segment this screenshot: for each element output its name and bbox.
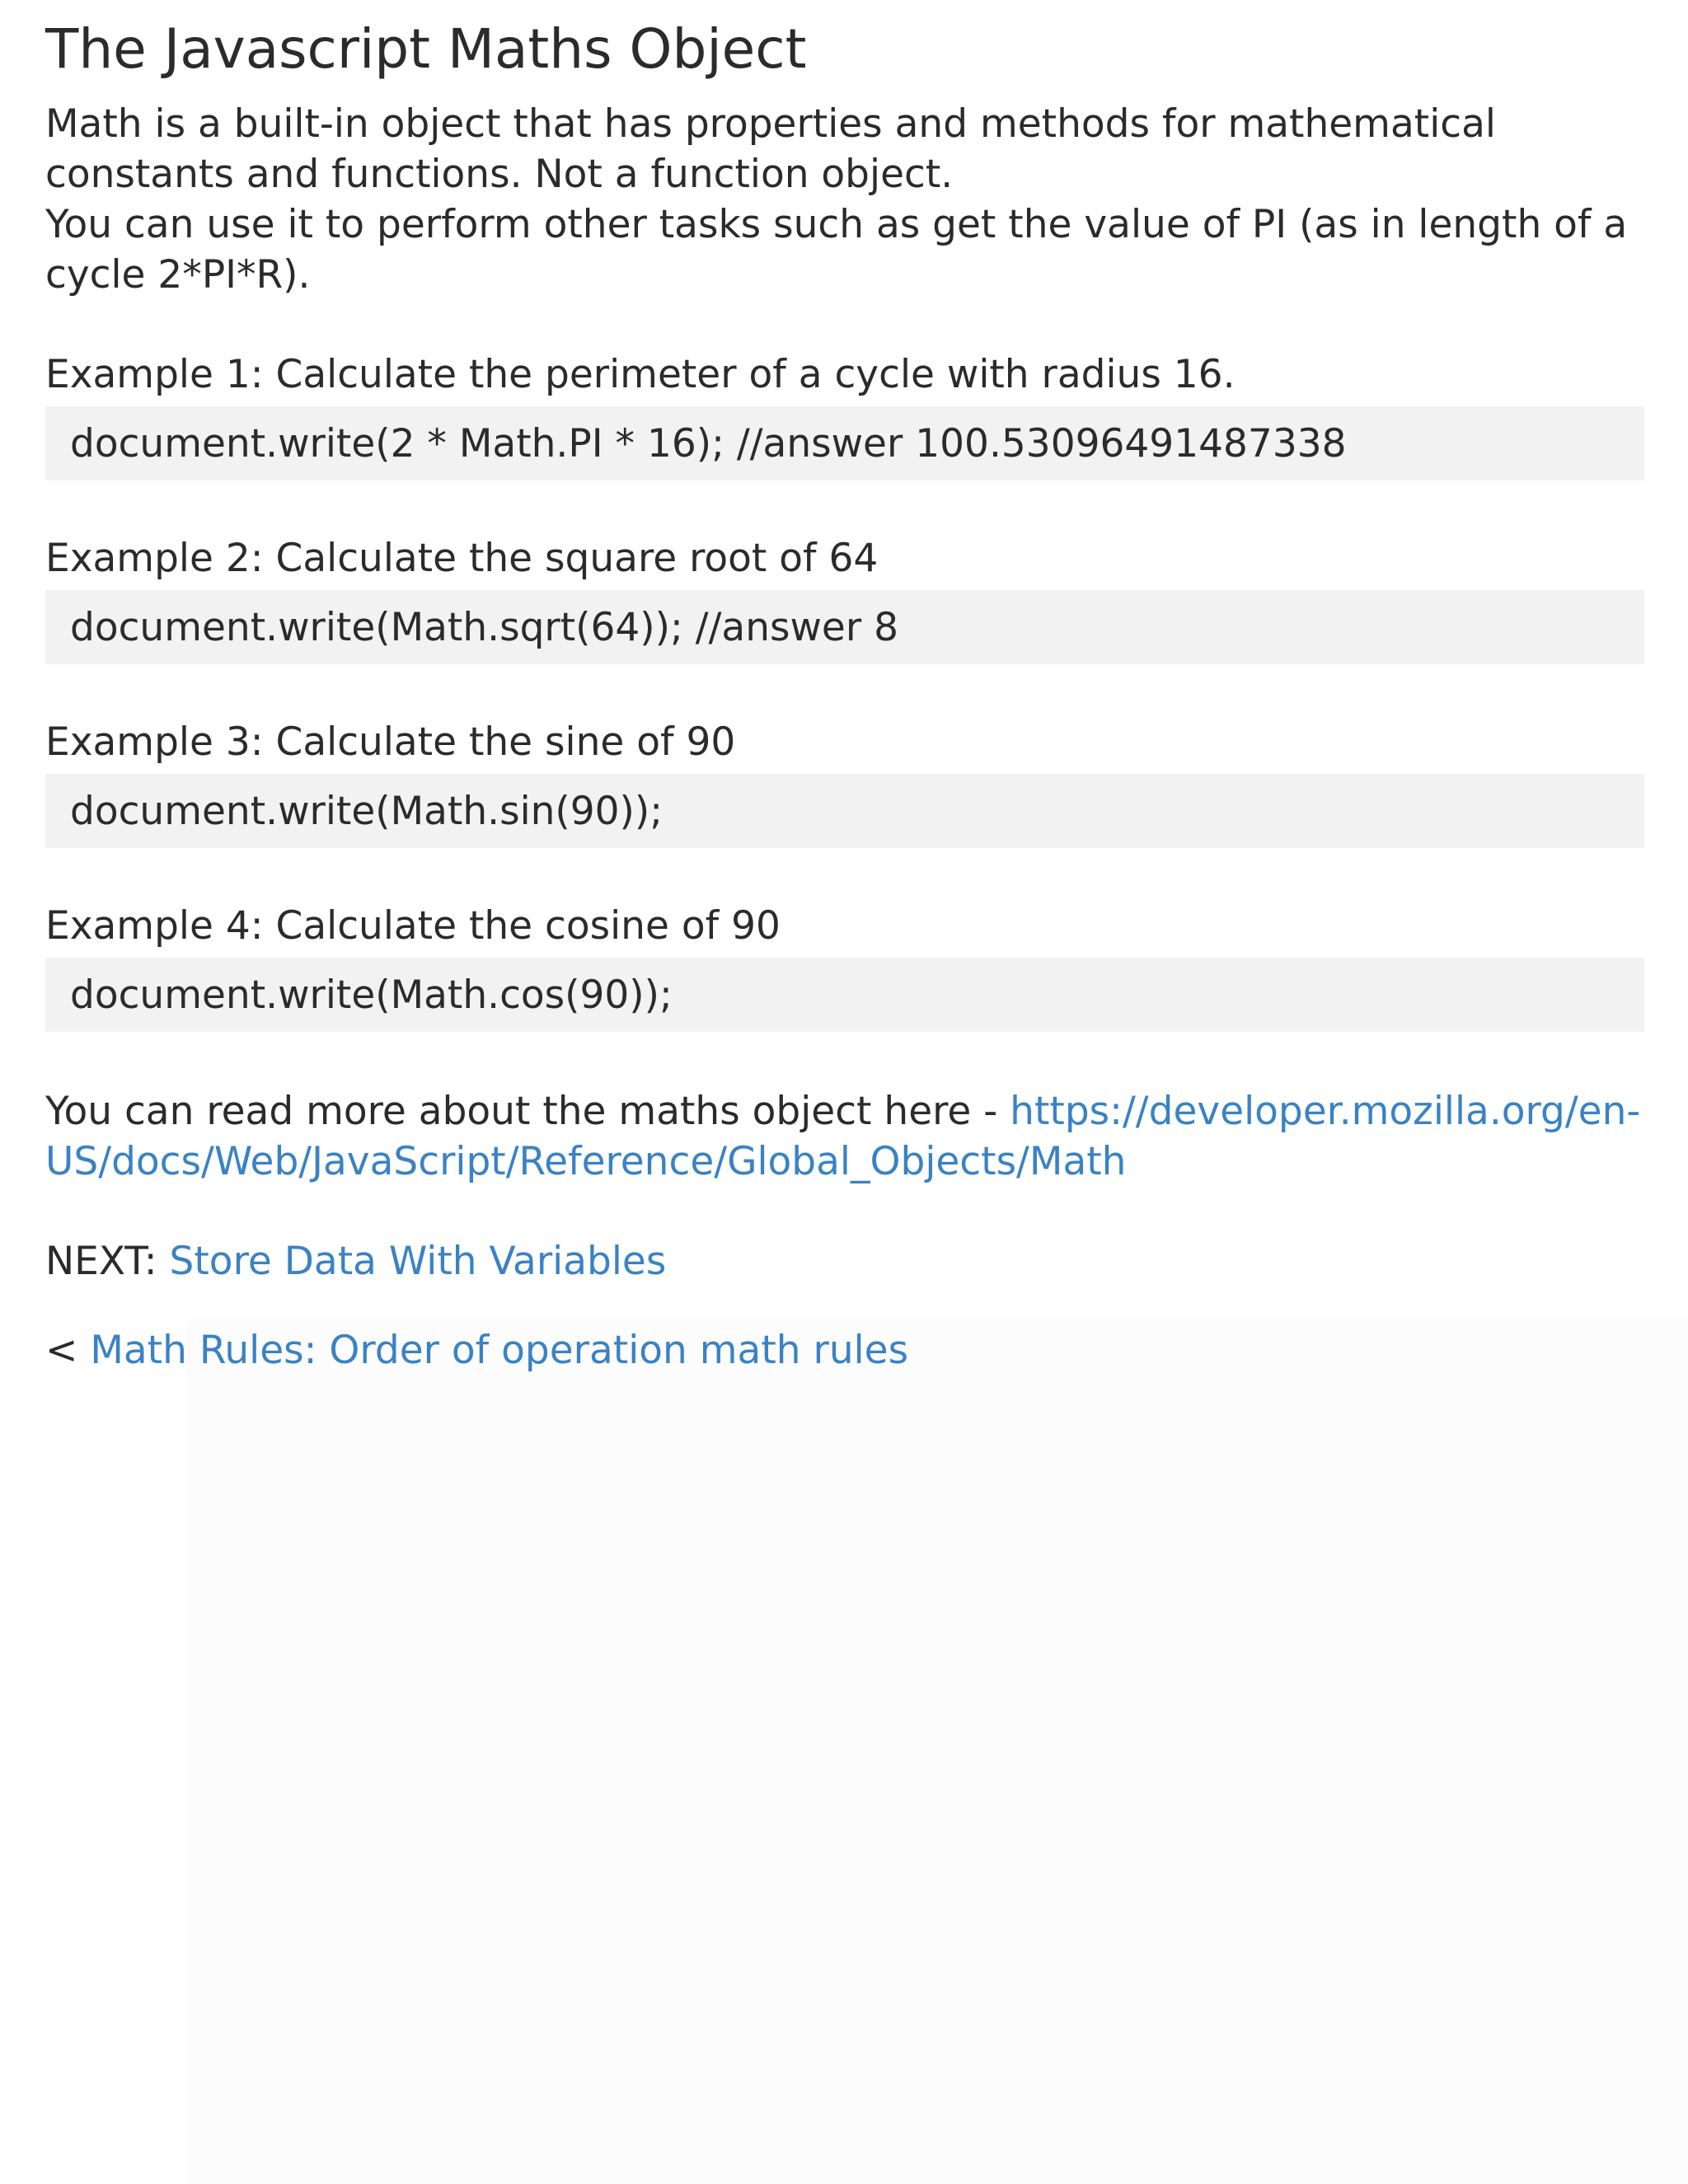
intro-paragraph — [45, 99, 1644, 300]
next-label: NEXT: — [45, 1239, 170, 1284]
example-2-code: document.write(Math.sqrt(64)); //answer 8 — [45, 590, 1644, 664]
example-4 — [45, 901, 1644, 1032]
intro-line-2: You can use it to perform other tasks such as get the value of PI (as in length of a cycle 2*PI*R). — [45, 202, 1628, 298]
background-shade — [185, 1319, 1688, 2184]
example-3 — [45, 717, 1644, 848]
page-title: The Javascript Maths Object — [45, 17, 807, 81]
article-content — [45, 15, 1644, 1414]
previous-label: < — [45, 1328, 91, 1373]
example-3-label: Example 3: Calculate the sine of 90 — [45, 719, 736, 765]
example-2 — [45, 533, 1644, 664]
intro-line-1: Math is a built-in object that has properties and methods for mathematical constants and functions. Not a function object. — [45, 101, 1496, 197]
previous-page-link[interactable]: Math Rules: Order of operation math rules — [90, 1328, 909, 1373]
example-3-code: document.write(Math.sin(90)); — [45, 774, 1644, 848]
example-2-label: Example 2: Calculate the square root of 64 — [45, 536, 879, 581]
example-4-label: Example 4: Calculate the cosine of 90 — [45, 903, 781, 949]
previous-navigation — [45, 1325, 1644, 1376]
read-more-prefix: You can read more about the maths object here - — [45, 1089, 1010, 1134]
mdn-math-link[interactable]: https://developer.mozilla.org/en-US/docs/Web/JavaScript/Reference/Global_Objects/Math — [45, 1089, 1641, 1184]
next-navigation — [45, 1236, 1644, 1286]
example-4-code: document.write(Math.cos(90)); — [45, 958, 1644, 1032]
example-1-code: document.write(2 * Math.PI * 16); //answer 100.53096491487338 — [45, 406, 1644, 480]
example-1 — [45, 349, 1644, 480]
next-page-link[interactable]: Store Data With Variables — [169, 1239, 667, 1284]
read-more-paragraph — [45, 1086, 1644, 1187]
examples-section — [45, 349, 1644, 1032]
example-1-label: Example 1: Calculate the perimeter of a cycle with radius 16. — [45, 352, 1236, 397]
